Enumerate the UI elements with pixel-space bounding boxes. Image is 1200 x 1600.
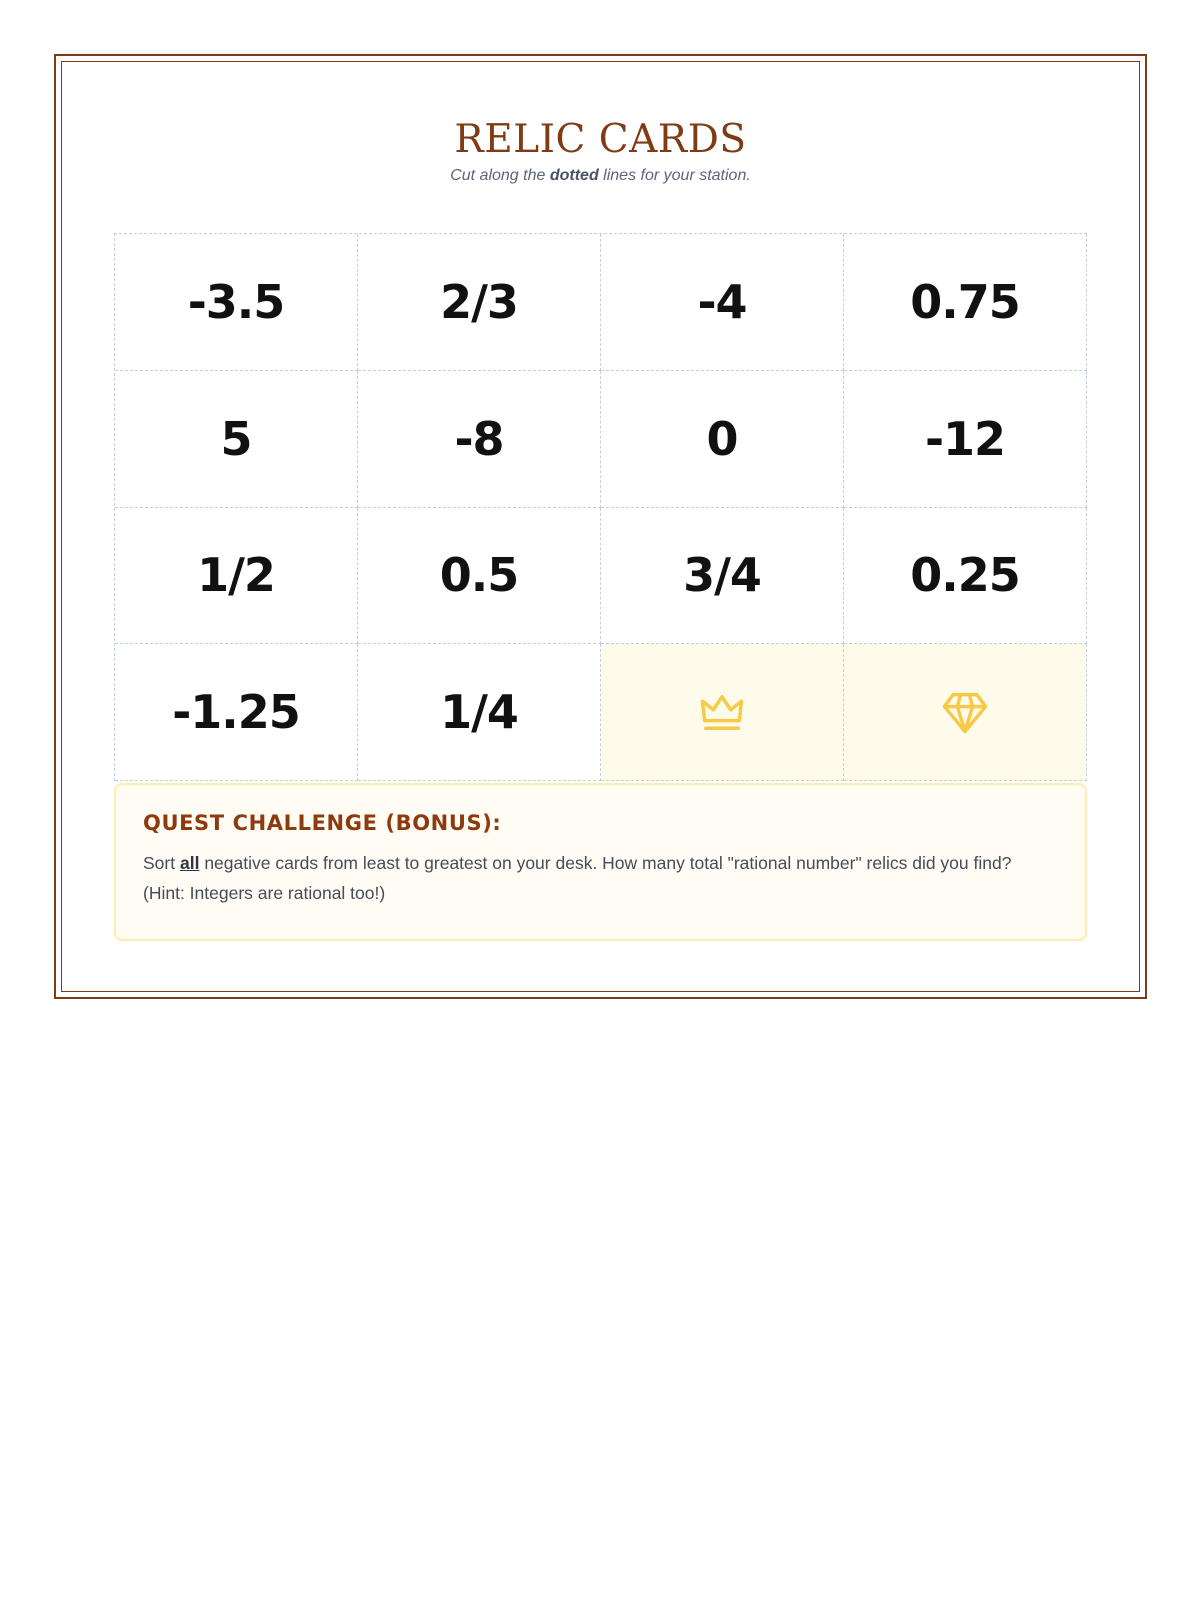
relic-card: 3/4 <box>601 508 844 645</box>
relic-card: 5 <box>115 371 358 508</box>
relic-card: 0.5 <box>358 508 601 645</box>
relic-card: -3.5 <box>115 234 358 371</box>
relic-card: 1/2 <box>115 508 358 645</box>
relic-card: 0 <box>601 371 844 508</box>
relic-card: -1.25 <box>115 644 358 781</box>
relic-card: -12 <box>844 371 1087 508</box>
relic-card-grid <box>114 233 1087 781</box>
special-card-gem <box>844 644 1087 781</box>
relic-card: 0.25 <box>844 508 1087 645</box>
quest-challenge-box <box>114 783 1087 941</box>
relic-card: 2/3 <box>358 234 601 371</box>
gem-icon <box>939 686 991 738</box>
relic-card: 0.75 <box>844 234 1087 371</box>
subtitle-pre: Cut along the <box>450 167 546 184</box>
quest-text-pre: Sort <box>143 853 176 873</box>
subtitle-post: lines for your station. <box>603 167 751 184</box>
quest-text-post: negative cards from least to greatest on your desk. How many total "rational number" relics did you find? (Hint: Integers are rational too!) <box>143 853 1012 903</box>
relic-card: -4 <box>601 234 844 371</box>
quest-text-emphasis: all <box>179 853 200 873</box>
relic-card: -8 <box>358 371 601 508</box>
quest-text <box>143 848 1058 908</box>
subtitle-emphasis: dotted <box>549 167 599 184</box>
page-subtitle <box>56 168 1145 184</box>
worksheet-frame <box>54 54 1147 999</box>
page-title: RELIC CARDS <box>454 117 747 162</box>
quest-title: QUEST CHALLENGE (BONUS): <box>143 811 502 835</box>
special-card-crown <box>601 644 844 781</box>
relic-card: 1/4 <box>358 644 601 781</box>
crown-icon <box>696 686 748 738</box>
